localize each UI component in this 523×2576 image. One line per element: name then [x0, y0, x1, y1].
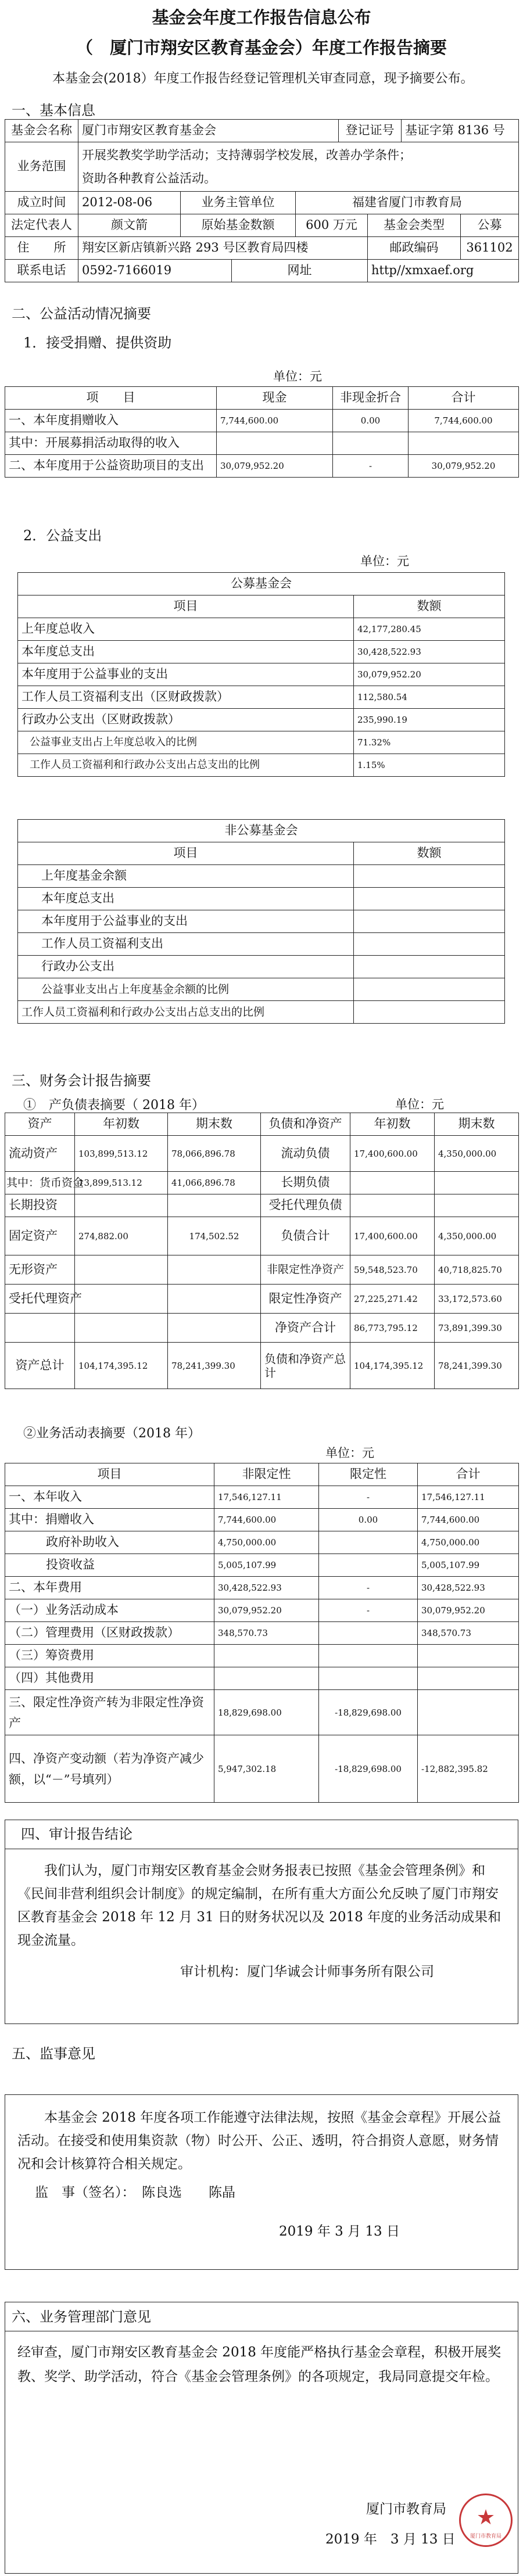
cell-value: [354, 865, 505, 888]
cell-value: [217, 432, 333, 455]
legal-rep-value: 颜文箭: [78, 214, 181, 237]
dept-date: 2019 年 3 月 13 日: [325, 2532, 456, 2547]
cell-value: 78,241,399.30: [168, 1343, 261, 1389]
cell-value: [418, 1667, 519, 1690]
row-label: 流动负债: [261, 1136, 350, 1172]
cell-value: 30,079,952.20: [214, 1599, 319, 1622]
col-header: 年初数: [350, 1113, 435, 1136]
cell-value: 103,899,513.12: [75, 1136, 168, 1172]
cell-value: [319, 1667, 418, 1690]
address-value: 翔安区新店镇新兴路 293 号区教育局四楼: [78, 237, 368, 260]
cell-value: [75, 1314, 168, 1343]
row-label: 工作人员工资福利支出: [18, 933, 354, 956]
cell-value: [168, 1285, 261, 1314]
cell-value: 235,990.19: [354, 709, 505, 731]
row-label: 限定性净资产: [261, 1285, 350, 1314]
cell-value: 4,350,000.00: [435, 1217, 519, 1255]
row-label: 一、本年度捐赠收入: [5, 410, 217, 432]
table-row: [5, 1136, 519, 1172]
cell-value: 30,428,522.93: [354, 641, 505, 663]
col-header: 负债和净资产: [261, 1113, 350, 1136]
cell-value: -: [319, 1577, 418, 1599]
cell-value: [354, 978, 505, 1001]
row-label: 固定资产: [5, 1217, 75, 1255]
basic-info-table: [5, 119, 519, 282]
cell-value: 104,174,395.12: [350, 1343, 435, 1389]
cell-value: 78,241,399.30: [435, 1343, 519, 1389]
cell-value: 0.00: [333, 410, 409, 432]
cell-value: 5,005,107.99: [418, 1554, 519, 1577]
col-header: 项目: [5, 1463, 214, 1486]
dept-heading: 六、业务管理部门意见: [12, 2309, 151, 2325]
cell-value: 7,744,600.00: [214, 1509, 319, 1531]
cell-value: -: [319, 1486, 418, 1509]
col-header: 年初数: [75, 1113, 168, 1136]
table-row: [5, 1531, 519, 1554]
cell-value: 17,400,600.00: [350, 1217, 435, 1255]
zip-value: 361102: [461, 237, 519, 260]
row-label: 工作人员工资福利和行政办公支出占总支出的比例: [18, 754, 354, 777]
balance-sheet-title: ① 产负债表摘要（ 2018 年）: [23, 1098, 205, 1113]
row-label: 工作人员工资福利支出（区财政拨款）: [18, 686, 354, 709]
dept-text: 经审查，厦门市翔安区教育基金会 2018 年度能严格执行基金会章程，积极开展奖教、奖学、助学活动，符合《基金会管理条例》的各项规定，我局同意提交年检。: [17, 2345, 501, 2384]
cell-value: [319, 1531, 418, 1554]
col-header: 现金: [217, 387, 333, 410]
table-row: [5, 1172, 519, 1194]
dept-org: 厦门市教育局: [366, 2502, 446, 2517]
supervisor-unit-value: 福建省厦门市教育局: [296, 192, 519, 214]
cell-value: 30,079,952.20: [354, 663, 505, 686]
row-label: （四）其他费用: [5, 1667, 214, 1690]
col-header: 项目: [18, 842, 354, 865]
org-name-value: 厦门市翔安区教育基金会: [78, 120, 339, 142]
row-label: 上年度基金余额: [18, 865, 354, 888]
row-label: 行政办公支出（区财政拨款）: [18, 709, 354, 731]
supervisor-signature: 监 事（签名）： 陈良选 陈晶: [35, 2185, 235, 2200]
activity-statement-table: [5, 1463, 519, 1803]
row-label: 本年度用于公益事业的支出: [18, 663, 354, 686]
cell-value: 73,891,399.30: [435, 1314, 519, 1343]
table-row: [18, 1001, 505, 1024]
cert-label: 登记证号: [339, 120, 402, 142]
col-header: 期末数: [168, 1113, 261, 1136]
cell-value: [168, 1314, 261, 1343]
table-row: [5, 1509, 519, 1531]
cell-value: 59,548,523.70: [350, 1255, 435, 1285]
row-label: 其中：捐赠收入: [5, 1509, 214, 1531]
cell-value: 30,428,522.93: [214, 1577, 319, 1599]
cell-value: 7,744,600.00: [217, 410, 333, 432]
table-row: [18, 663, 505, 686]
cell-value: [435, 1172, 519, 1194]
seal-star-icon: ★: [476, 2506, 496, 2530]
table-row: [18, 618, 505, 641]
cell-value: 27,225,271.42: [350, 1285, 435, 1314]
row-label: 一、本年收入: [5, 1486, 214, 1509]
table-row: [18, 888, 505, 910]
public-fund-title: 公募基金会: [18, 573, 505, 595]
cell-value: 40,718,825.70: [435, 1255, 519, 1285]
fund-amount-label: 原始基金数额: [181, 214, 296, 237]
donation-unit: 单位：元: [273, 369, 322, 383]
nonpublic-fund-title: 非公募基金会: [18, 820, 505, 842]
table-row: [5, 1599, 519, 1622]
cell-value: [168, 1255, 261, 1285]
founded-value: 2012-08-06: [78, 192, 181, 214]
cell-value: 274,882.00: [75, 1217, 168, 1255]
cell-value: 174,502.52: [168, 1217, 261, 1255]
cell-value: [75, 1194, 168, 1217]
row-label: 投资收益: [5, 1554, 214, 1577]
table-row: [18, 709, 505, 731]
cell-value: [319, 1645, 418, 1667]
public-fund-table: [17, 572, 505, 777]
col-header: 限定性: [319, 1463, 418, 1486]
table-row: [5, 1554, 519, 1577]
seal-text: 厦门市教育局: [470, 2534, 501, 2539]
col-header: 期末数: [435, 1113, 519, 1136]
legal-rep-label: 法定代表人: [5, 214, 78, 237]
col-header: 合计: [418, 1463, 519, 1486]
cell-value: 17,400,600.00: [350, 1136, 435, 1172]
table-row: [5, 1690, 519, 1735]
table-row: [18, 686, 505, 709]
cell-value: 42,177,280.45: [354, 618, 505, 641]
cell-value: [319, 1554, 418, 1577]
table-row: [5, 1194, 519, 1217]
row-label: 负债合计: [261, 1217, 350, 1255]
table-row: [18, 978, 505, 1001]
table-row: [18, 865, 505, 888]
cell-value: [354, 888, 505, 910]
balance-sheet-table: [5, 1113, 519, 1389]
cell-value: -: [319, 1599, 418, 1622]
address-label: 住 所: [5, 237, 78, 260]
cell-value: 112,580.54: [354, 686, 505, 709]
cell-value: 7,744,600.00: [418, 1509, 519, 1531]
row-label: 受托代理资产: [5, 1285, 75, 1314]
cell-value: 7,744,600.00: [409, 410, 519, 432]
col-header: 非现金折合: [333, 387, 409, 410]
founded-label: 成立时间: [5, 192, 78, 214]
table-row: [5, 1343, 519, 1389]
row-label: 资产总计: [5, 1343, 75, 1389]
finance-heading: 三、财务会计报告摘要: [12, 1072, 151, 1089]
cell-value: [333, 432, 409, 455]
row-label: 本年度总支出: [18, 888, 354, 910]
row-label: 四、净资产变动额（若为净资产减少额，以“－”号填列）: [5, 1735, 214, 1803]
row-label: 非限定性净资产: [261, 1255, 350, 1285]
cell-value: 4,350,000.00: [435, 1136, 519, 1172]
cell-value: [418, 1645, 519, 1667]
cell-value: [354, 956, 505, 978]
website-label: 网址: [232, 260, 368, 282]
cell-value: 86,773,795.12: [350, 1314, 435, 1343]
row-label: 政府补助收入: [5, 1531, 214, 1554]
cell-value: [168, 1194, 261, 1217]
table-row: [5, 1577, 519, 1599]
row-label: 本年度总支出: [18, 641, 354, 663]
table-row: [18, 933, 505, 956]
cell-value: 13,899,513.12: [75, 1172, 168, 1194]
scope-label: 业务范围: [5, 142, 78, 192]
table-row: [5, 1735, 519, 1803]
cell-value: [350, 1172, 435, 1194]
donation-table: [5, 386, 519, 478]
cell-value: -12,882,395.82: [418, 1735, 519, 1803]
supervisor-heading: 五、监事意见: [12, 2046, 95, 2062]
table-row: [5, 1314, 519, 1343]
cell-value: 41,066,896.78: [168, 1172, 261, 1194]
cell-value: [354, 910, 505, 933]
table-row: [18, 956, 505, 978]
audit-org: 审计机构：厦门华诚会计师事务所有限公司: [180, 1964, 434, 1979]
col-header: 项 目: [5, 387, 217, 410]
cell-value: 30,079,952.20: [217, 455, 333, 478]
cell-value: 0.00: [319, 1509, 418, 1531]
cell-value: 17,546,127.11: [418, 1486, 519, 1509]
fund-type-value: 公募: [461, 214, 519, 237]
table-row: [18, 731, 505, 754]
cell-value: [435, 1194, 519, 1217]
row-label: 上年度总收入: [18, 618, 354, 641]
cell-value: 30,079,952.20: [409, 455, 519, 478]
zip-label: 邮政编码: [368, 237, 461, 260]
table-row: [18, 910, 505, 933]
report-subtitle: （ 厦门市翔安区教育基金会）年度工作报告摘要: [76, 38, 447, 58]
row-label: （二）管理费用（区财政拨款）: [5, 1622, 214, 1645]
col-header: 数额: [354, 595, 505, 618]
cell-value: 71.32%: [354, 731, 505, 754]
activity-statement-unit: 单位：元: [325, 1446, 374, 1460]
cell-value: 30,079,952.20: [418, 1599, 519, 1622]
cell-value: 1.15%: [354, 754, 505, 777]
row-label: 受托代理负债: [261, 1194, 350, 1217]
row-label: 行政办公支出: [18, 956, 354, 978]
row-label: 净资产合计: [261, 1314, 350, 1343]
nonpublic-fund-table: [17, 819, 505, 1024]
table-row: [5, 1645, 519, 1667]
col-header: 数额: [354, 842, 505, 865]
row-label: 其中：货币资金: [5, 1172, 75, 1194]
intro-text: 本基金会(2018）年度工作报告经登记管理机关审查同意，现予摘要公布。: [52, 71, 474, 86]
col-header: 非限定性: [214, 1463, 319, 1486]
table-row: [18, 641, 505, 663]
official-seal: [459, 2494, 513, 2547]
cell-value: 33,172,573.60: [435, 1285, 519, 1314]
cell-value: -: [333, 455, 409, 478]
row-label: [5, 1314, 75, 1343]
cell-value: 78,066,896.78: [168, 1136, 261, 1172]
row-label: 流动资产: [5, 1136, 75, 1172]
cell-value: [354, 1001, 505, 1024]
cell-value: [214, 1667, 319, 1690]
scope-line-1: 开展奖教奖学助学活动；支持薄弱学校发展，改善办学条件；: [82, 148, 411, 162]
cell-value: [418, 1690, 519, 1735]
table-row: [5, 1667, 519, 1690]
cell-value: 4,750,000.00: [214, 1531, 319, 1554]
website-value[interactable]: http//xmxaef.org: [368, 260, 519, 282]
scope-line-2: 资助各种教育公益活动。: [82, 171, 216, 185]
cell-value: 104,174,395.12: [75, 1343, 168, 1389]
row-label: 长期负债: [261, 1172, 350, 1194]
balance-sheet-unit: 单位：元: [395, 1097, 444, 1111]
cell-value: 4,750,000.00: [418, 1531, 519, 1554]
row-label: 本年度用于公益事业的支出: [18, 910, 354, 933]
basic-info-heading: 一、基本信息: [12, 102, 95, 119]
cell-value: 17,546,127.11: [214, 1486, 319, 1509]
cell-value: [75, 1255, 168, 1285]
row-label: 负债和净资产总计: [261, 1343, 350, 1389]
row-label: 公益事业支出占上年度总收入的比例: [18, 731, 354, 754]
col-header: 资产: [5, 1113, 75, 1136]
row-label: 无形资产: [5, 1255, 75, 1285]
row-label: 三、限定性净资产转为非限定性净资产: [5, 1690, 214, 1735]
table-row: [5, 432, 519, 455]
audit-text: 我们认为，厦门市翔安区教育基金会财务报表已按照《基金会管理条例》和《民间非营利组织会计制度》的规定编制，在所有重大方面公允反映了厦门市翔安区教育基金会 2018 年 12 月 31 日的财务状况以及 2018 年度的业务活动成果和现金流量。: [17, 1863, 501, 1948]
phone-value: 0592-7166019: [78, 260, 232, 282]
table-row: [5, 455, 519, 478]
row-label: 其中：开展募捐活动取得的收入: [5, 432, 217, 455]
expenditure-unit: 单位：元: [360, 554, 409, 568]
expenditure-subheading: 2．公益支出: [23, 528, 102, 544]
supervisor-text: 本基金会 2018 年度各项工作能遵守法律法规，按照《基金会章程》开展公益活动。在接受和使用集资款（物）时公开、公正、透明，符合捐资人意愿，财务情况和会计核算符合相关规定。: [17, 2110, 501, 2172]
table-row: [18, 754, 505, 777]
phone-label: 联系电话: [5, 260, 78, 282]
row-label: （三）筹资费用: [5, 1645, 214, 1667]
fund-amount-value: 600 万元: [296, 214, 368, 237]
table-row: [5, 1486, 519, 1509]
cell-value: 5,005,107.99: [214, 1554, 319, 1577]
row-label: 二、本年费用: [5, 1577, 214, 1599]
cell-value: 5,947,302.18: [214, 1735, 319, 1803]
row-label: 公益事业支出占上年度基金余额的比例: [18, 978, 354, 1001]
table-row: [5, 1285, 519, 1314]
donation-subheading: 1．接受捐赠、提供资助: [23, 335, 172, 351]
activity-heading: 二、公益活动情况摘要: [12, 306, 151, 322]
col-header: 合计: [409, 387, 519, 410]
audit-heading: 四、审计报告结论: [21, 1826, 132, 1842]
cell-value: -18,829,698.00: [319, 1735, 418, 1803]
table-row: [5, 1255, 519, 1285]
cell-value: [214, 1645, 319, 1667]
org-name-label: 基金会名称: [5, 120, 78, 142]
row-label: 长期投资: [5, 1194, 75, 1217]
report-title: 基金会年度工作报告信息公布: [152, 8, 371, 27]
supervisor-unit-label: 业务主管单位: [181, 192, 296, 214]
row-label: 二、本年度用于公益资助项目的支出: [5, 455, 217, 478]
cell-value: 18,829,698.00: [214, 1690, 319, 1735]
col-header: 项目: [18, 595, 354, 618]
supervisor-date: 2019 年 3 月 13 日: [279, 2224, 400, 2239]
cell-value: 348,570.73: [214, 1622, 319, 1645]
cell-value: [409, 432, 519, 455]
activity-statement-title: ②业务活动表摘要（2018 年）: [23, 1426, 200, 1441]
cell-value: 348,570.73: [418, 1622, 519, 1645]
cell-value: 30,428,522.93: [418, 1577, 519, 1599]
cell-value: [350, 1194, 435, 1217]
cell-value: [354, 933, 505, 956]
cell-value: [319, 1622, 418, 1645]
cell-value: -18,829,698.00: [319, 1690, 418, 1735]
cert-value: 基证字第 8136 号: [402, 120, 519, 142]
cell-value: [75, 1285, 168, 1314]
row-label: （一）业务活动成本: [5, 1599, 214, 1622]
fund-type-label: 基金会类型: [368, 214, 461, 237]
table-row: [5, 1217, 519, 1255]
table-row: [5, 1622, 519, 1645]
scope-value: [78, 142, 519, 192]
row-label: 工作人员工资福利和行政办公支出占总支出的比例: [18, 1001, 354, 1024]
table-row: [5, 410, 519, 432]
